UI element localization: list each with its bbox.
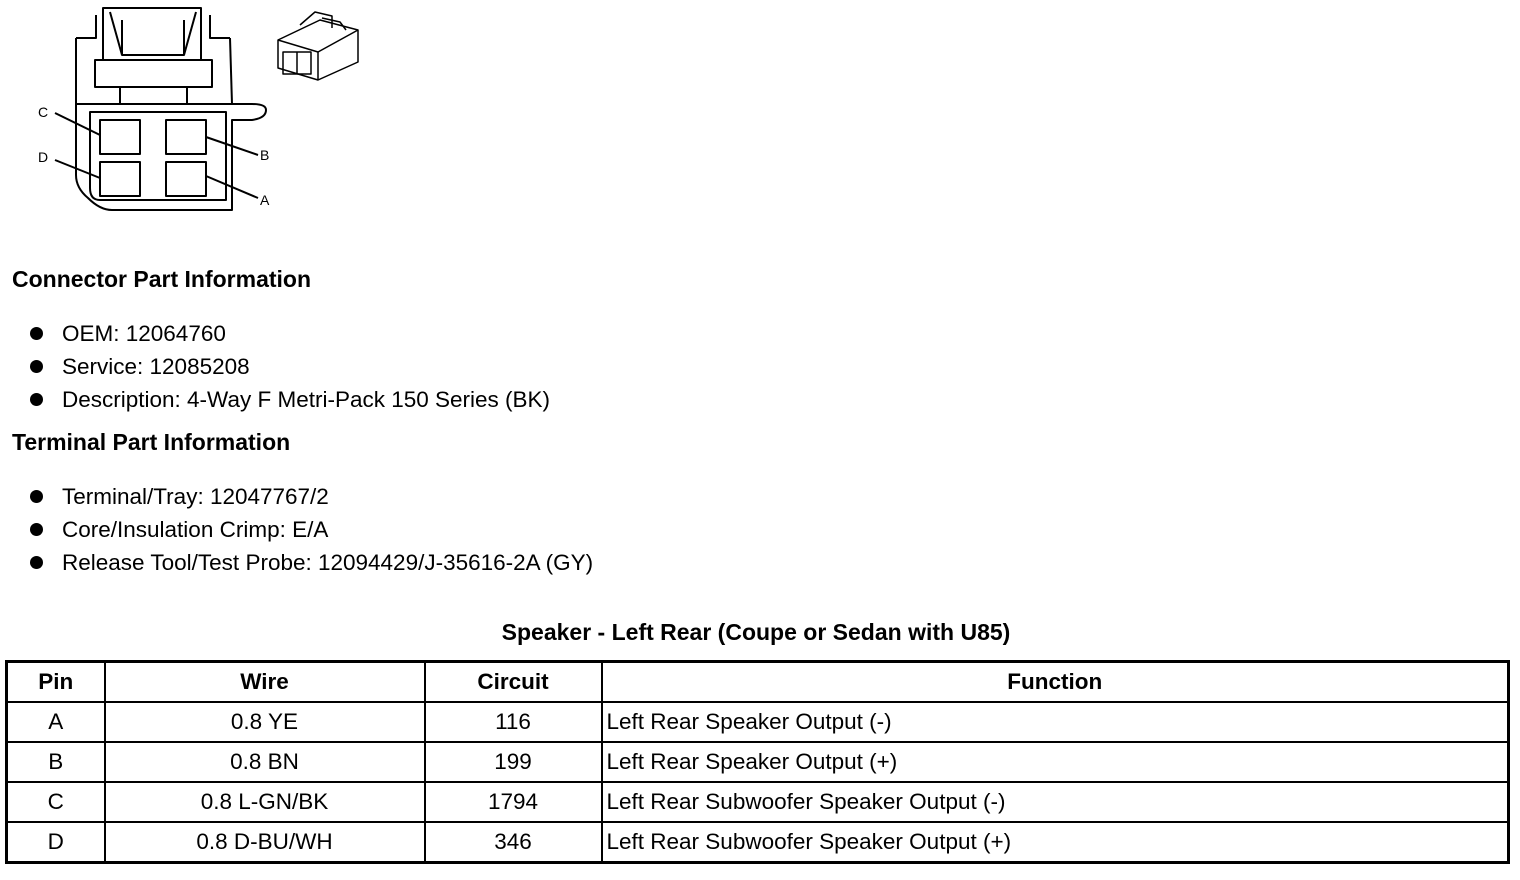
col-header-function: Function (602, 662, 1509, 703)
wire-cell: 0.8 BN (105, 742, 425, 782)
bullet-icon (30, 523, 43, 536)
function-cell: Left Rear Subwoofer Speaker Output (+) (602, 822, 1509, 863)
bullet-icon (30, 360, 43, 373)
table-row (7, 782, 1509, 822)
cavity-b (166, 120, 206, 154)
pin-cell: D (7, 822, 105, 863)
cavity-a (166, 162, 206, 196)
connector-body (75, 38, 266, 210)
pin-label-b: B (260, 147, 270, 163)
col-header-pin: Pin (7, 662, 105, 703)
pin-label-a: A (260, 192, 270, 208)
pin-label-d: D (38, 149, 49, 165)
cavity-c (100, 120, 140, 154)
connector-iso-view (278, 12, 358, 80)
function-cell: Left Rear Speaker Output (+) (602, 742, 1509, 782)
pin-cell: B (7, 742, 105, 782)
pin-cell: A (7, 702, 105, 742)
circuit-cell: 116 (425, 702, 602, 742)
terminal-info-heading: Terminal Part Information (12, 429, 291, 455)
bullet-icon (30, 393, 43, 406)
table-title: Speaker - Left Rear (Coupe or Sedan with U85) (501, 619, 1011, 645)
pin-label-c: C (38, 104, 49, 120)
table-row (7, 742, 1509, 782)
table-row (7, 822, 1509, 863)
function-cell: Left Rear Speaker Output (-) (602, 702, 1509, 742)
pinout-table (5, 660, 1510, 864)
list-item: Service: 12085208 (0, 350, 550, 383)
table-header-row (7, 662, 1509, 703)
list-item: Release Tool/Test Probe: 12094429/J-35616-2A (GY) (0, 546, 593, 579)
table-row (7, 702, 1509, 742)
bullet-icon (30, 490, 43, 503)
connector-latch (103, 8, 201, 60)
circuit-cell: 1794 (425, 782, 602, 822)
circuit-cell: 199 (425, 742, 602, 782)
connector-diagram (0, 0, 380, 230)
col-header-wire: Wire (105, 662, 425, 703)
connector-info-heading: Connector Part Information (12, 266, 312, 292)
bullet-icon (30, 556, 43, 569)
col-header-circuit: Circuit (425, 662, 602, 703)
function-cell: Left Rear Subwoofer Speaker Output (-) (602, 782, 1509, 822)
wire-cell: 0.8 D-BU/WH (105, 822, 425, 863)
list-item: Terminal/Tray: 12047767/2 (0, 480, 593, 513)
list-item: Description: 4-Way F Metri-Pack 150 Series (BK) (0, 383, 550, 416)
list-item: Core/Insulation Crimp: E/A (0, 513, 593, 546)
circuit-cell: 346 (425, 822, 602, 863)
wire-cell: 0.8 L-GN/BK (105, 782, 425, 822)
bullet-icon (30, 327, 43, 340)
wire-cell: 0.8 YE (105, 702, 425, 742)
connector-info-list (0, 317, 550, 416)
pin-cell: C (7, 782, 105, 822)
cavity-d (100, 162, 140, 196)
list-item: OEM: 12064760 (0, 317, 550, 350)
terminal-info-list (0, 480, 593, 579)
